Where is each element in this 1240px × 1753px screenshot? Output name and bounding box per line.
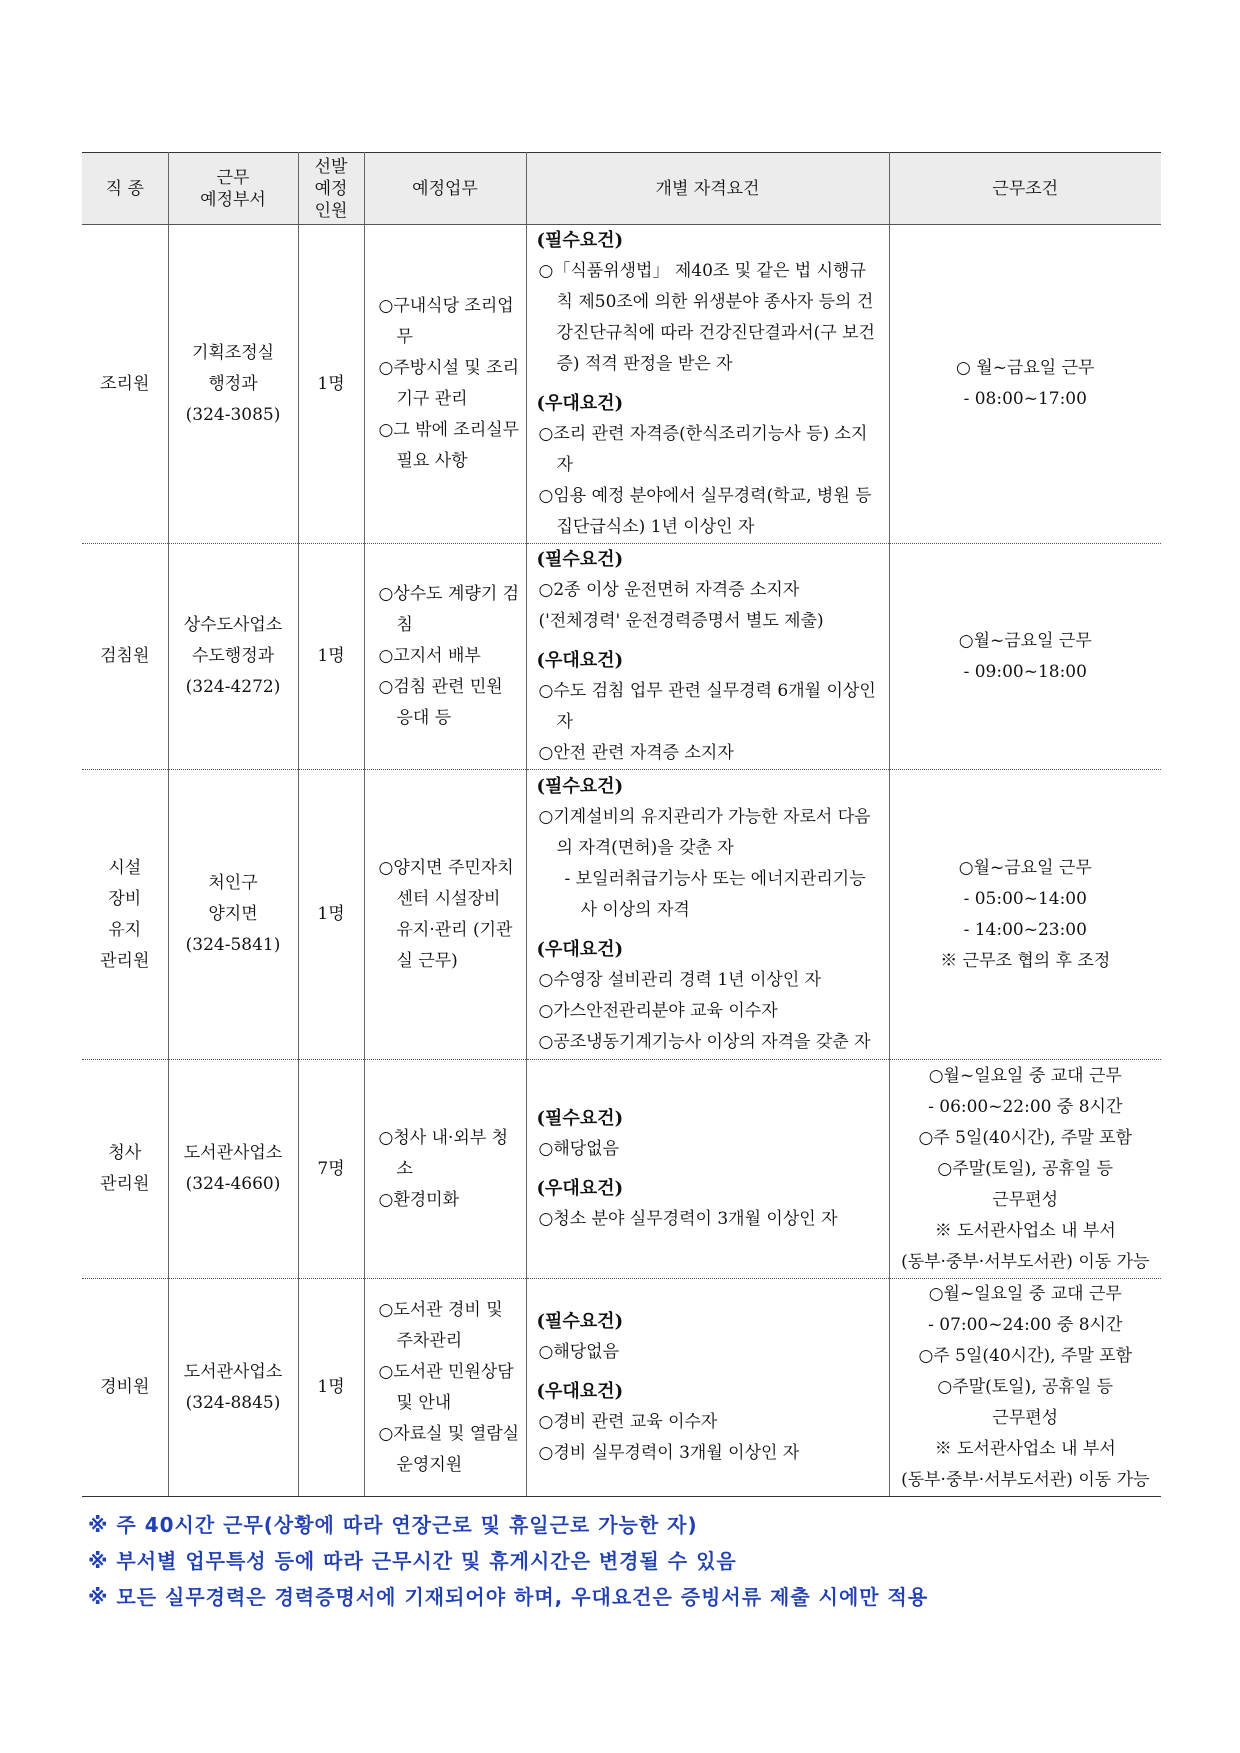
job-cell: 청사 관리원 [82,1060,168,1279]
job-cell: 경비원 [82,1279,168,1497]
job-cell: 조리원 [82,225,168,544]
job-cell: 검침원 [82,544,168,770]
duty-cell: ○청사 내·외부 청소 ○환경미화 [364,1060,526,1279]
table-row [82,544,1161,770]
header-requirements: 개별 자격요건 [526,153,889,225]
requirements-cell: (필수요건) ○해당없음 (우대요건) ○청소 분야 실무경력이 3개월 이상인 자 [526,1060,889,1279]
dept-cell: 기획조정실 행정과 (324-3085) [168,225,298,544]
requirements-cell: (필수요건) ○해당없음 (우대요건) ○경비 관련 교육 이수자 ○경비 실무경력이 3개월 이상인 자 [526,1279,889,1497]
count-cell: 1명 [298,225,364,544]
dept-cell: 처인구 양지면 (324-5841) [168,770,298,1060]
conditions-cell: ○월~금요일 근무 - 05:00~14:00 - 14:00~23:00 ※ 근무조 협의 후 조정 [889,770,1161,1060]
conditions-cell: ○월~일요일 중 교대 근무 - 07:00~24:00 중 8시간 ○주 5일(40시간), 주말 포함 ○주말(토일), 공휴일 등 근무편성 ※ 도서관사업소 내 부서 (동부·중부·서부도서관) 이동 가능 [889,1279,1161,1497]
count-cell: 7명 [298,1060,364,1279]
duty-cell: ○양지면 주민자치센터 시설장비 유지·관리 (기관실 근무) [364,770,526,1060]
table-header-row [82,153,1161,225]
header-conditions: 근무조건 [889,153,1161,225]
header-count: 선발 예정 인원 [298,153,364,225]
requirements-cell: (필수요건) ○「식품위생법」 제40조 및 같은 법 시행규칙 제50조에 의한 위생분야 종사자 등의 건강진단규칙에 따라 건강진단결과서(구 보건증) 적격 판정을 받은 자 (우대요건) ○조리 관련 자격증(한식조리기능사 등) 소지자 ○임용 예정 분야에서 실무경력(학교, 병원 등 집단급식소) 1년 이상인 자 [526,225,889,544]
conditions-cell: ○월~금요일 근무 - 09:00~18:00 [889,544,1161,770]
table-row [82,1279,1161,1497]
requirements-cell: (필수요건) ○기계설비의 유지관리가 가능한 자로서 다음의 자격(면허)을 갖춘 자 - 보일러취급기능사 또는 에너지관리기능사 이상의 자격 (우대요건) ○수영장 설비관리 경력 1년 이상인 자 ○가스안전관리분야 교육 이수자 ○공조냉동기계기능사 이상의 자격을 갖춘 자 [526,770,889,1060]
count-cell: 1명 [298,1279,364,1497]
page [82,152,1161,1615]
header-dept: 근무 예정부서 [168,153,298,225]
conditions-cell: ○ 월~금요일 근무 - 08:00~17:00 [889,225,1161,544]
dept-cell: 상수도사업소 수도행정과 (324-4272) [168,544,298,770]
count-cell: 1명 [298,770,364,1060]
duty-cell: ○상수도 계량기 검침 ○고지서 배부 ○검침 관련 민원 응대 등 [364,544,526,770]
footnote: ※ 모든 실무경력은 경력증명서에 기재되어야 하며, 우대요건은 증빙서류 제출 시에만 적용 [88,1585,929,1609]
header-duty: 예정업무 [364,153,526,225]
footnote: ※ 주 40시간 근무(상황에 따라 연장근로 및 휴일근로 가능한 자) [88,1513,698,1537]
duty-cell: ○구내식당 조리업무 ○주방시설 및 조리 기구 관리 ○그 밖에 조리실무 필요 사항 [364,225,526,544]
header-job: 직 종 [82,153,168,225]
job-cell: 시설 장비 유지 관리원 [82,770,168,1060]
conditions-cell: ○월~일요일 중 교대 근무 - 06:00~22:00 중 8시간 ○주 5일(40시간), 주말 포함 ○주말(토일), 공휴일 등 근무편성 ※ 도서관사업소 내 부서 (동부·중부·서부도서관) 이동 가능 [889,1060,1161,1279]
footnote: ※ 부서별 업무특성 등에 따라 근무시간 및 휴게시간은 변경될 수 있음 [88,1549,737,1573]
footnotes [82,1507,1161,1615]
recruitment-table [82,152,1161,1497]
requirements-cell: (필수요건) ○2종 이상 운전면허 자격증 소지자 ('전체경력' 운전경력증명서 별도 제출) (우대요건) ○수도 검침 업무 관련 실무경력 6개월 이상인 자 ○안전 관련 자격증 소지자 [526,544,889,770]
count-cell: 1명 [298,544,364,770]
dept-cell: 도서관사업소 (324-4660) [168,1060,298,1279]
table-row [82,1060,1161,1279]
duty-cell: ○도서관 경비 및 주차관리 ○도서관 민원상담 및 안내 ○자료실 및 열람실 운영지원 [364,1279,526,1497]
table-row [82,770,1161,1060]
dept-cell: 도서관사업소 (324-8845) [168,1279,298,1497]
table-row [82,225,1161,544]
